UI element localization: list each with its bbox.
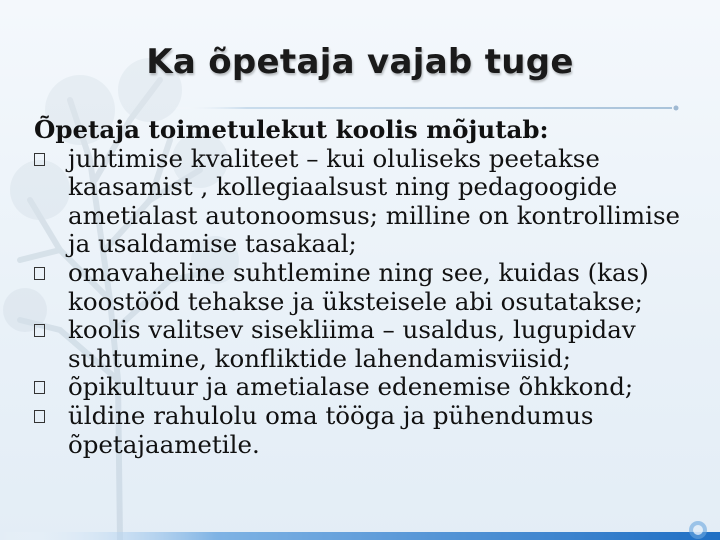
square-bullet-icon [34, 153, 45, 166]
list-item [34, 316, 684, 373]
bullet-list [34, 145, 684, 460]
list-item-text: koolis valitsev sisekliima – usaldus, lugupidav suhtumine, konfliktide lahendamisviisid; [68, 315, 636, 373]
list-item-text: juhtimise kvaliteet – kui oluliseks peetakse kaasamist , kollegiaalsust ning pedagoogide ametialast autonoomsus; milline on kontrollimise ja usaldamise tasakaal; [68, 143, 681, 259]
list-item [34, 259, 684, 316]
square-bullet-icon [34, 410, 45, 423]
list-item [34, 373, 684, 402]
list-item-text: õpikultuur ja ametialase edenemise õhkkond; [68, 372, 634, 402]
slide-body [34, 116, 684, 459]
square-bullet-icon [34, 324, 45, 337]
list-item [34, 402, 684, 459]
list-item [34, 145, 684, 259]
square-bullet-icon [34, 267, 45, 280]
list-item-text: üldine rahulolu oma tööga ja pühendumus õpetajaametile. [68, 400, 594, 459]
bottom-accent-bar [0, 520, 720, 540]
square-bullet-icon [34, 381, 45, 394]
list-item-text: omavaheline suhtlemine ning see, kuidas (kas) koostööd tehakse ja üksteisele abi osutatakse; [68, 257, 649, 316]
title-underline [172, 105, 680, 111]
intro-text: Õpetaja toimetulekut koolis mõjutab: [34, 115, 549, 144]
slide-title: Ka õpetaja vajab tuge [146, 42, 574, 82]
